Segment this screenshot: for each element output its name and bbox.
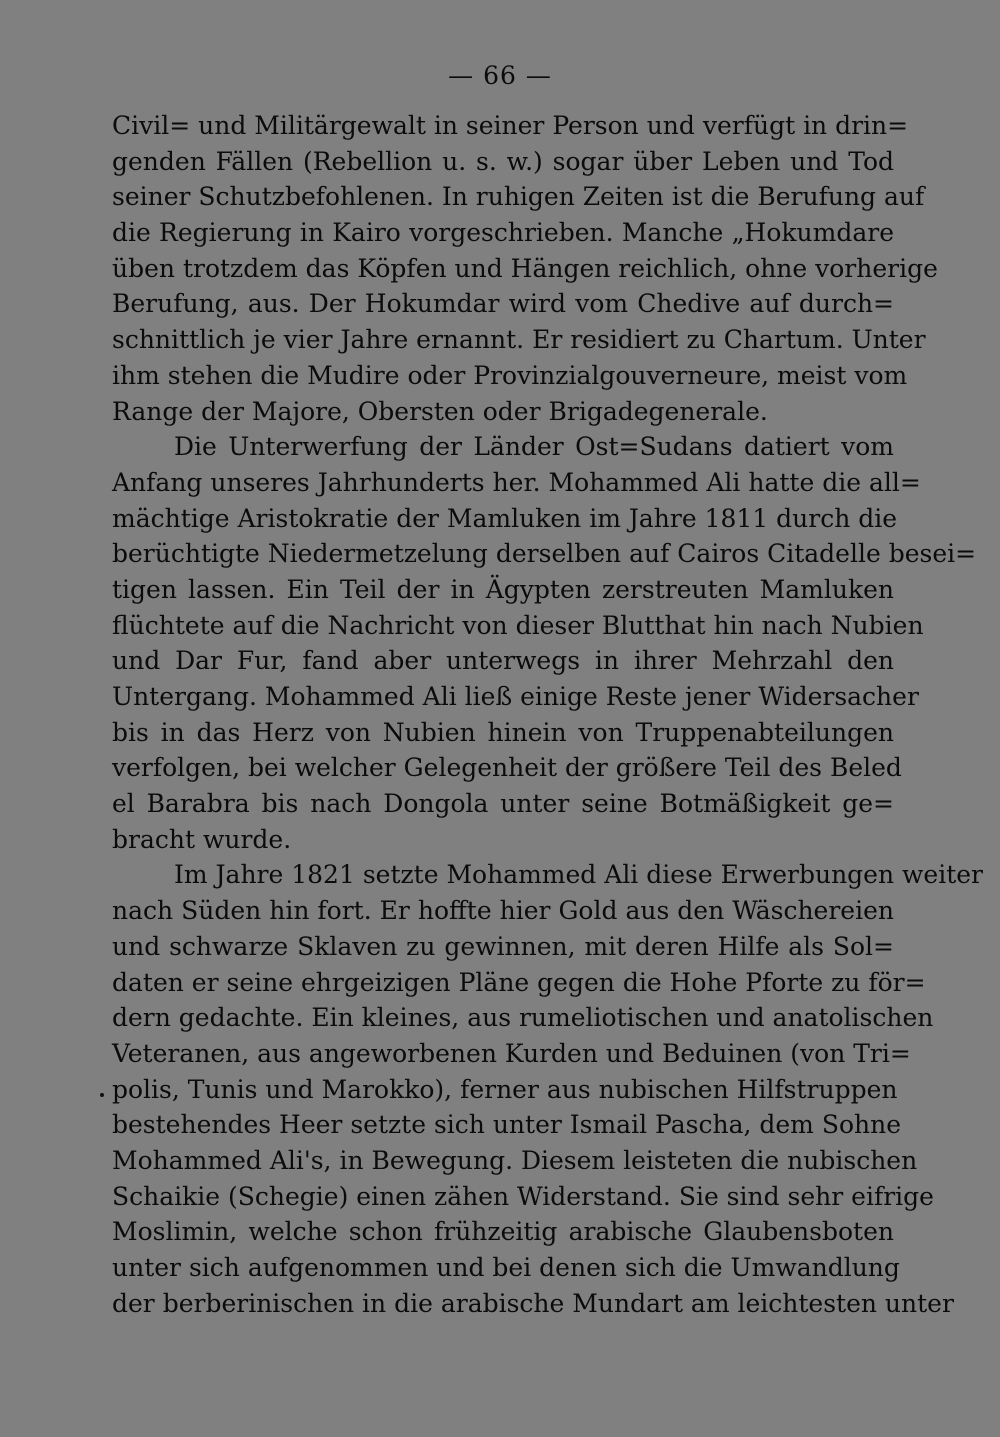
- text-line: flüchtete auf die Nachricht von dieser Blutthat hin nach Nubien: [112, 610, 924, 640]
- text-line: berüchtigte Niedermetzelung derselben auf Cairos Citadelle besei=: [112, 539, 977, 569]
- text-line: Mohammed Ali's, in Bewegung. Diesem leisteten die nubischen: [112, 1145, 918, 1175]
- text-line: bis in das Herz von Nubien hinein von Truppenabteilungen: [112, 717, 894, 747]
- ink-speck: [100, 1093, 104, 1097]
- text-line: polis, Tunis und Marokko), ferner aus nubischen Hilfstruppen: [112, 1074, 898, 1104]
- text-line: nach Süden hin fort. Er hoffte hier Gold aus den Wäschereien: [112, 896, 894, 926]
- text-line: dern gedachte. Ein kleines, aus rumeliotischen und anatolischen: [112, 1003, 934, 1033]
- text-line: Veteranen, aus angeworbenen Kurden und Beduinen (von Tri=: [112, 1038, 911, 1068]
- text-line: und Dar Fur, fand aber unterwegs in ihrer Mehrzahl den: [112, 646, 894, 676]
- text-line: schnittlich je vier Jahre ernannt. Er residiert zu Chartum. Unter: [112, 325, 926, 355]
- text-line: Civil= und Militärgewalt in seiner Person und verfügt in drin=: [112, 111, 909, 140]
- text-line: und schwarze Sklaven zu gewinnen, mit deren Hilfe als Sol=: [112, 931, 894, 961]
- text-line: Berufung, aus. Der Hokumdar wird vom Chedive auf durch=: [112, 289, 894, 319]
- text-line: mächtige Aristokratie der Mamluken im Jahre 1811 durch die: [112, 503, 898, 533]
- text-line: unter sich aufgenommen und bei denen sich die Umwandlung: [112, 1253, 900, 1282]
- paragraph-start-line: Die Unterwerfung der Länder Ost=Sudans datiert vom: [174, 432, 894, 462]
- text-line: üben trotzdem das Köpfen und Hängen reichlich, ohne vorherige: [112, 253, 938, 283]
- paragraph-end-line: Range der Majore, Obersten oder Brigadegenerale.: [112, 396, 768, 426]
- text-line: Anfang unseres Jahrhunderts her. Mohammed Ali hatte die all=: [112, 467, 921, 497]
- paragraph-end-line: bracht wurde.: [112, 824, 292, 854]
- paragraph-start-line: Im Jahre 1821 setzte Mohammed Ali diese Erwerbungen weiter: [174, 860, 983, 890]
- text-line: die Regierung in Kairo vorgeschrieben. Manche „Hokumdare: [112, 218, 894, 248]
- page-number: — 66 —: [448, 61, 552, 90]
- text-line: seiner Schutzbefohlenen. In ruhigen Zeiten ist die Berufung auf: [112, 182, 925, 212]
- text-line: tigen lassen. Ein Teil der in Ägypten zerstreuten Mamluken: [112, 574, 894, 604]
- text-line: Untergang. Mohammed Ali ließ einige Reste jener Widersacher: [112, 682, 919, 711]
- text-line: el Barabra bis nach Dongola unter seine Botmäßigkeit ge=: [112, 789, 894, 819]
- text-line: der berberinischen in die arabische Mundart am leichtesten unter: [112, 1288, 954, 1318]
- text-line: verfolgen, bei welcher Gelegenheit der größere Teil des Beled: [112, 753, 902, 783]
- text-line: Schaikie (Schegie) einen zähen Widerstand. Sie sind sehr eifrige: [112, 1181, 934, 1211]
- text-line: ihm stehen die Mudire oder Provinzialgouverneure, meist vom: [112, 360, 908, 390]
- body-text: [112, 108, 983, 1321]
- text-line: bestehendes Heer setzte sich unter Ismail Pascha, dem Sohne: [112, 1110, 901, 1140]
- text-line: daten er seine ehrgeizigen Pläne gegen die Hohe Pforte zu för=: [112, 967, 926, 997]
- text-line: Moslimin, welche schon frühzeitig arabische Glaubensboten: [112, 1217, 894, 1247]
- text-line: genden Fällen (Rebellion u. s. w.) sogar über Leben und Tod: [112, 146, 894, 176]
